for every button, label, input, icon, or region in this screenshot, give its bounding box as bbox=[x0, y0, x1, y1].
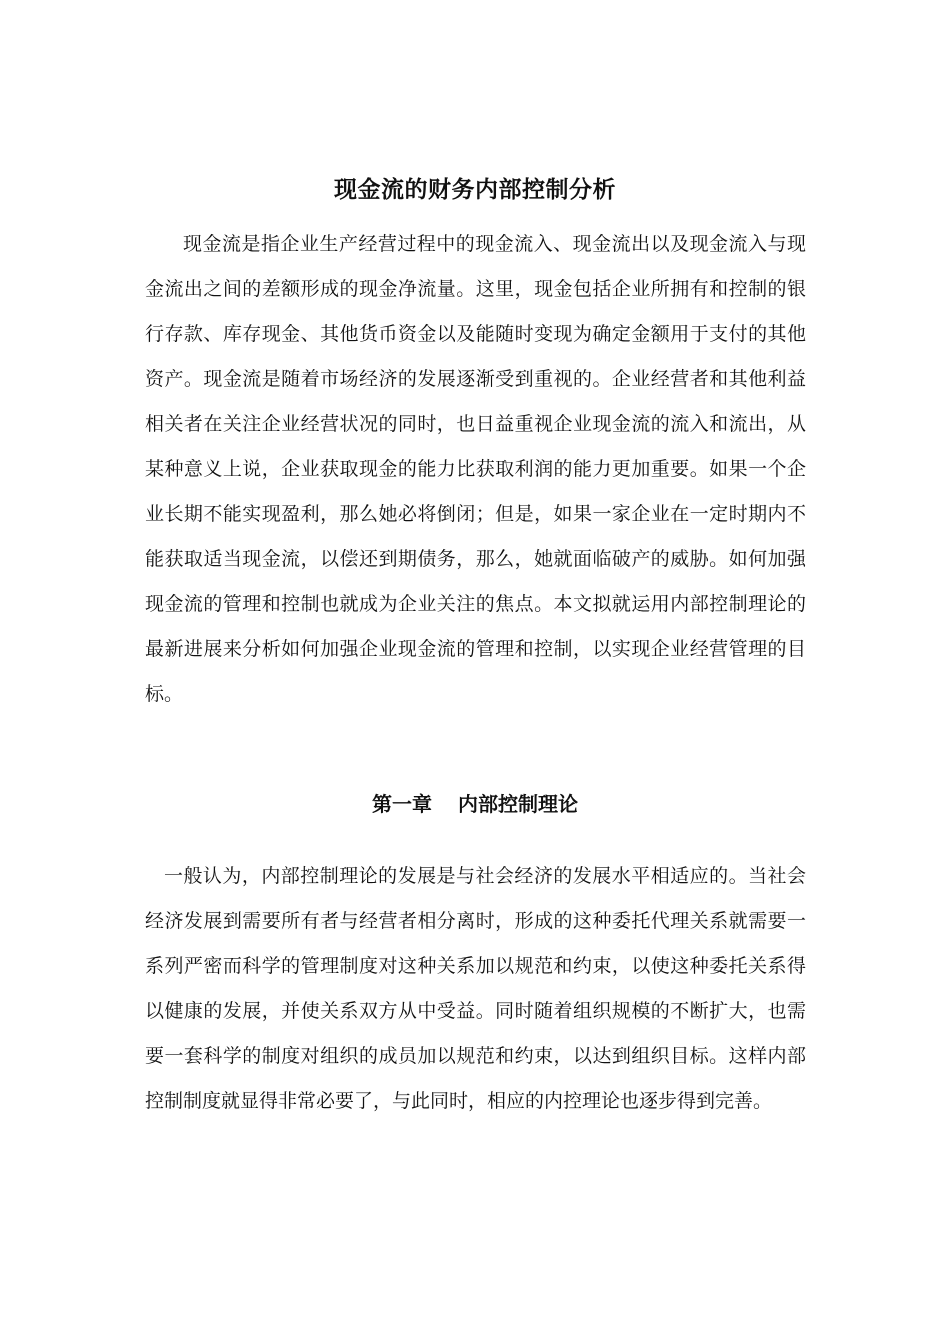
intro-paragraph: 现金流是指企业生产经营过程中的现金流入、现金流出以及现金流入与现金流出之间的差额形成的现金净流量。这里，现金包括企业所拥有和控制的银行存款、库存现金、其他货币资金以及能随时变现为确定金额用于支付的其他资产。现金流是随着市场经济的发展逐渐受到重视的。企业经营者和其他利益相关者在关注企业经营状况的同时，也日益重视企业现金流的流入和流出，从某种意义上说，企业获取现金的能力比获取利润的能力更加重要。如果一个企业长期不能实现盈利，那么她必将倒闭；但是，如果一家企业在一定时期内不能获取适当现金流，以偿还到期债务，那么，她就面临破产的威胁。如何加强现金流的管理和控制也就成为企业关注的焦点。本文拟就运用内部控制理论的最新进展来分析如何加强企业现金流的管理和控制，以实现企业经营管理的目标。 bbox=[145, 233, 806, 705]
chapter-number: 第一章 bbox=[372, 792, 432, 816]
document-title: 现金流的财务内部控制分析 bbox=[334, 177, 616, 203]
chapter-paragraph: 一般认为，内部控制理论的发展是与社会经济的发展水平相适应的。当社会经济发展到需要所有者与经营者相分离时，形成的这种委托代理关系就需要一系列严密而科学的管理制度对这种关系加以规范和约束，以使这种委托关系得以健康的发展，并使关系双方从中受益。同时随着组织规模的不断扩大，也需要一套科学的制度对组织的成员加以规范和约束，以达到组织目标。这样内部控制制度就显得非常必要了，与此同时，相应的内控理论也逐步得到完善。 bbox=[145, 865, 806, 1112]
chapter-title: 内部控制理论 bbox=[458, 792, 578, 816]
chapter-heading bbox=[0, 784, 950, 824]
